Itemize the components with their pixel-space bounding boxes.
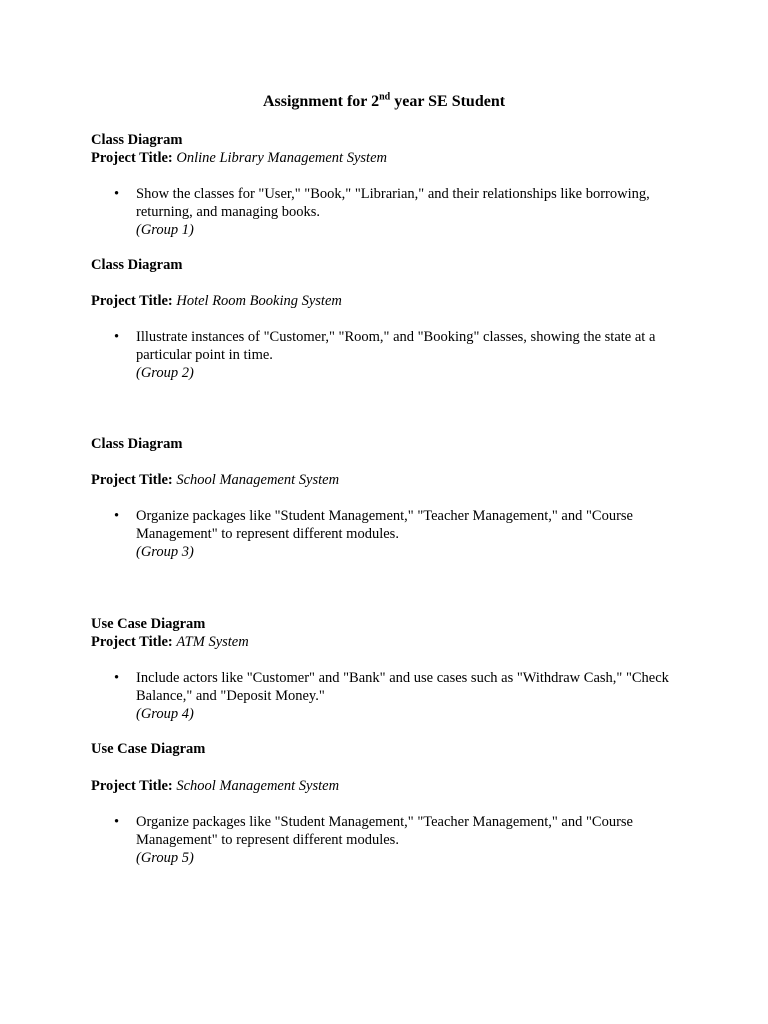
section-4-header xyxy=(91,615,691,651)
project-title-line xyxy=(91,777,691,795)
group-label: (Group 3) xyxy=(136,544,194,560)
bullet-text: Show the classes for "User," "Book," "Librarian," and their relationships like borrowing, returning, and managing books. xyxy=(136,186,650,220)
project-title-line xyxy=(91,149,691,167)
section-2-project xyxy=(91,292,691,310)
group-label: (Group 1) xyxy=(136,222,194,238)
project-title-label: Project Title: xyxy=(91,293,173,309)
title-suffix: year SE Student xyxy=(390,93,506,110)
project-title-label: Project Title: xyxy=(91,634,173,650)
bullet-icon: • xyxy=(114,329,120,345)
title-prefix: Assignment for 2 xyxy=(262,93,380,110)
bullet-icon: • xyxy=(114,508,120,524)
project-title-value: Hotel Room Booking System xyxy=(176,293,342,309)
bullet-text: Illustrate instances of "Customer," "Room," and "Booking" classes, showing the state at a particular point in time. xyxy=(136,329,656,363)
section-2-header xyxy=(91,256,691,274)
bullet-text: Include actors like "Customer" and "Bank" and use cases such as "Withdraw Cash," "Check Balance," and "Deposit Money." xyxy=(136,670,669,704)
document-title xyxy=(0,92,768,112)
bullet-icon: • xyxy=(114,814,120,830)
project-title-label: Project Title: xyxy=(91,472,173,488)
project-title-value: ATM System xyxy=(176,634,249,650)
section-heading: Use Case Diagram xyxy=(91,741,206,757)
group-label: (Group 5) xyxy=(136,850,194,866)
section-heading: Class Diagram xyxy=(91,436,183,452)
bullet-text: Organize packages like "Student Management," "Teacher Management," and "Course Management" to represent different modules. xyxy=(136,508,633,542)
project-title-value: School Management System xyxy=(176,472,340,488)
section-heading: Class Diagram xyxy=(91,257,183,273)
section-4-bullet xyxy=(114,669,674,723)
project-title-line xyxy=(91,292,691,310)
bullet-text: Organize packages like "Student Management," "Teacher Management," and "Course Management" to represent different modules. xyxy=(136,814,633,848)
project-title-label: Project Title: xyxy=(91,778,173,794)
group-label: (Group 2) xyxy=(136,365,194,381)
section-1-bullet xyxy=(114,185,674,239)
bullet-icon: • xyxy=(114,186,120,202)
section-3-project xyxy=(91,471,691,489)
project-title-line xyxy=(91,471,691,489)
title-superscript: nd xyxy=(379,91,391,103)
section-5-header xyxy=(91,740,691,758)
project-title-line xyxy=(91,633,691,651)
project-title-value: School Management System xyxy=(176,778,340,794)
section-2-bullet xyxy=(114,328,674,382)
group-label: (Group 4) xyxy=(136,706,194,722)
section-5-project xyxy=(91,777,691,795)
section-heading: Use Case Diagram xyxy=(91,616,206,632)
section-heading: Class Diagram xyxy=(91,132,183,148)
section-1-header xyxy=(91,131,691,167)
project-title-label: Project Title: xyxy=(91,150,173,166)
project-title-value: Online Library Management System xyxy=(176,150,387,166)
section-5-bullet xyxy=(114,813,674,867)
section-3-bullet xyxy=(114,507,674,561)
section-3-header xyxy=(91,435,691,453)
bullet-icon: • xyxy=(114,670,120,686)
